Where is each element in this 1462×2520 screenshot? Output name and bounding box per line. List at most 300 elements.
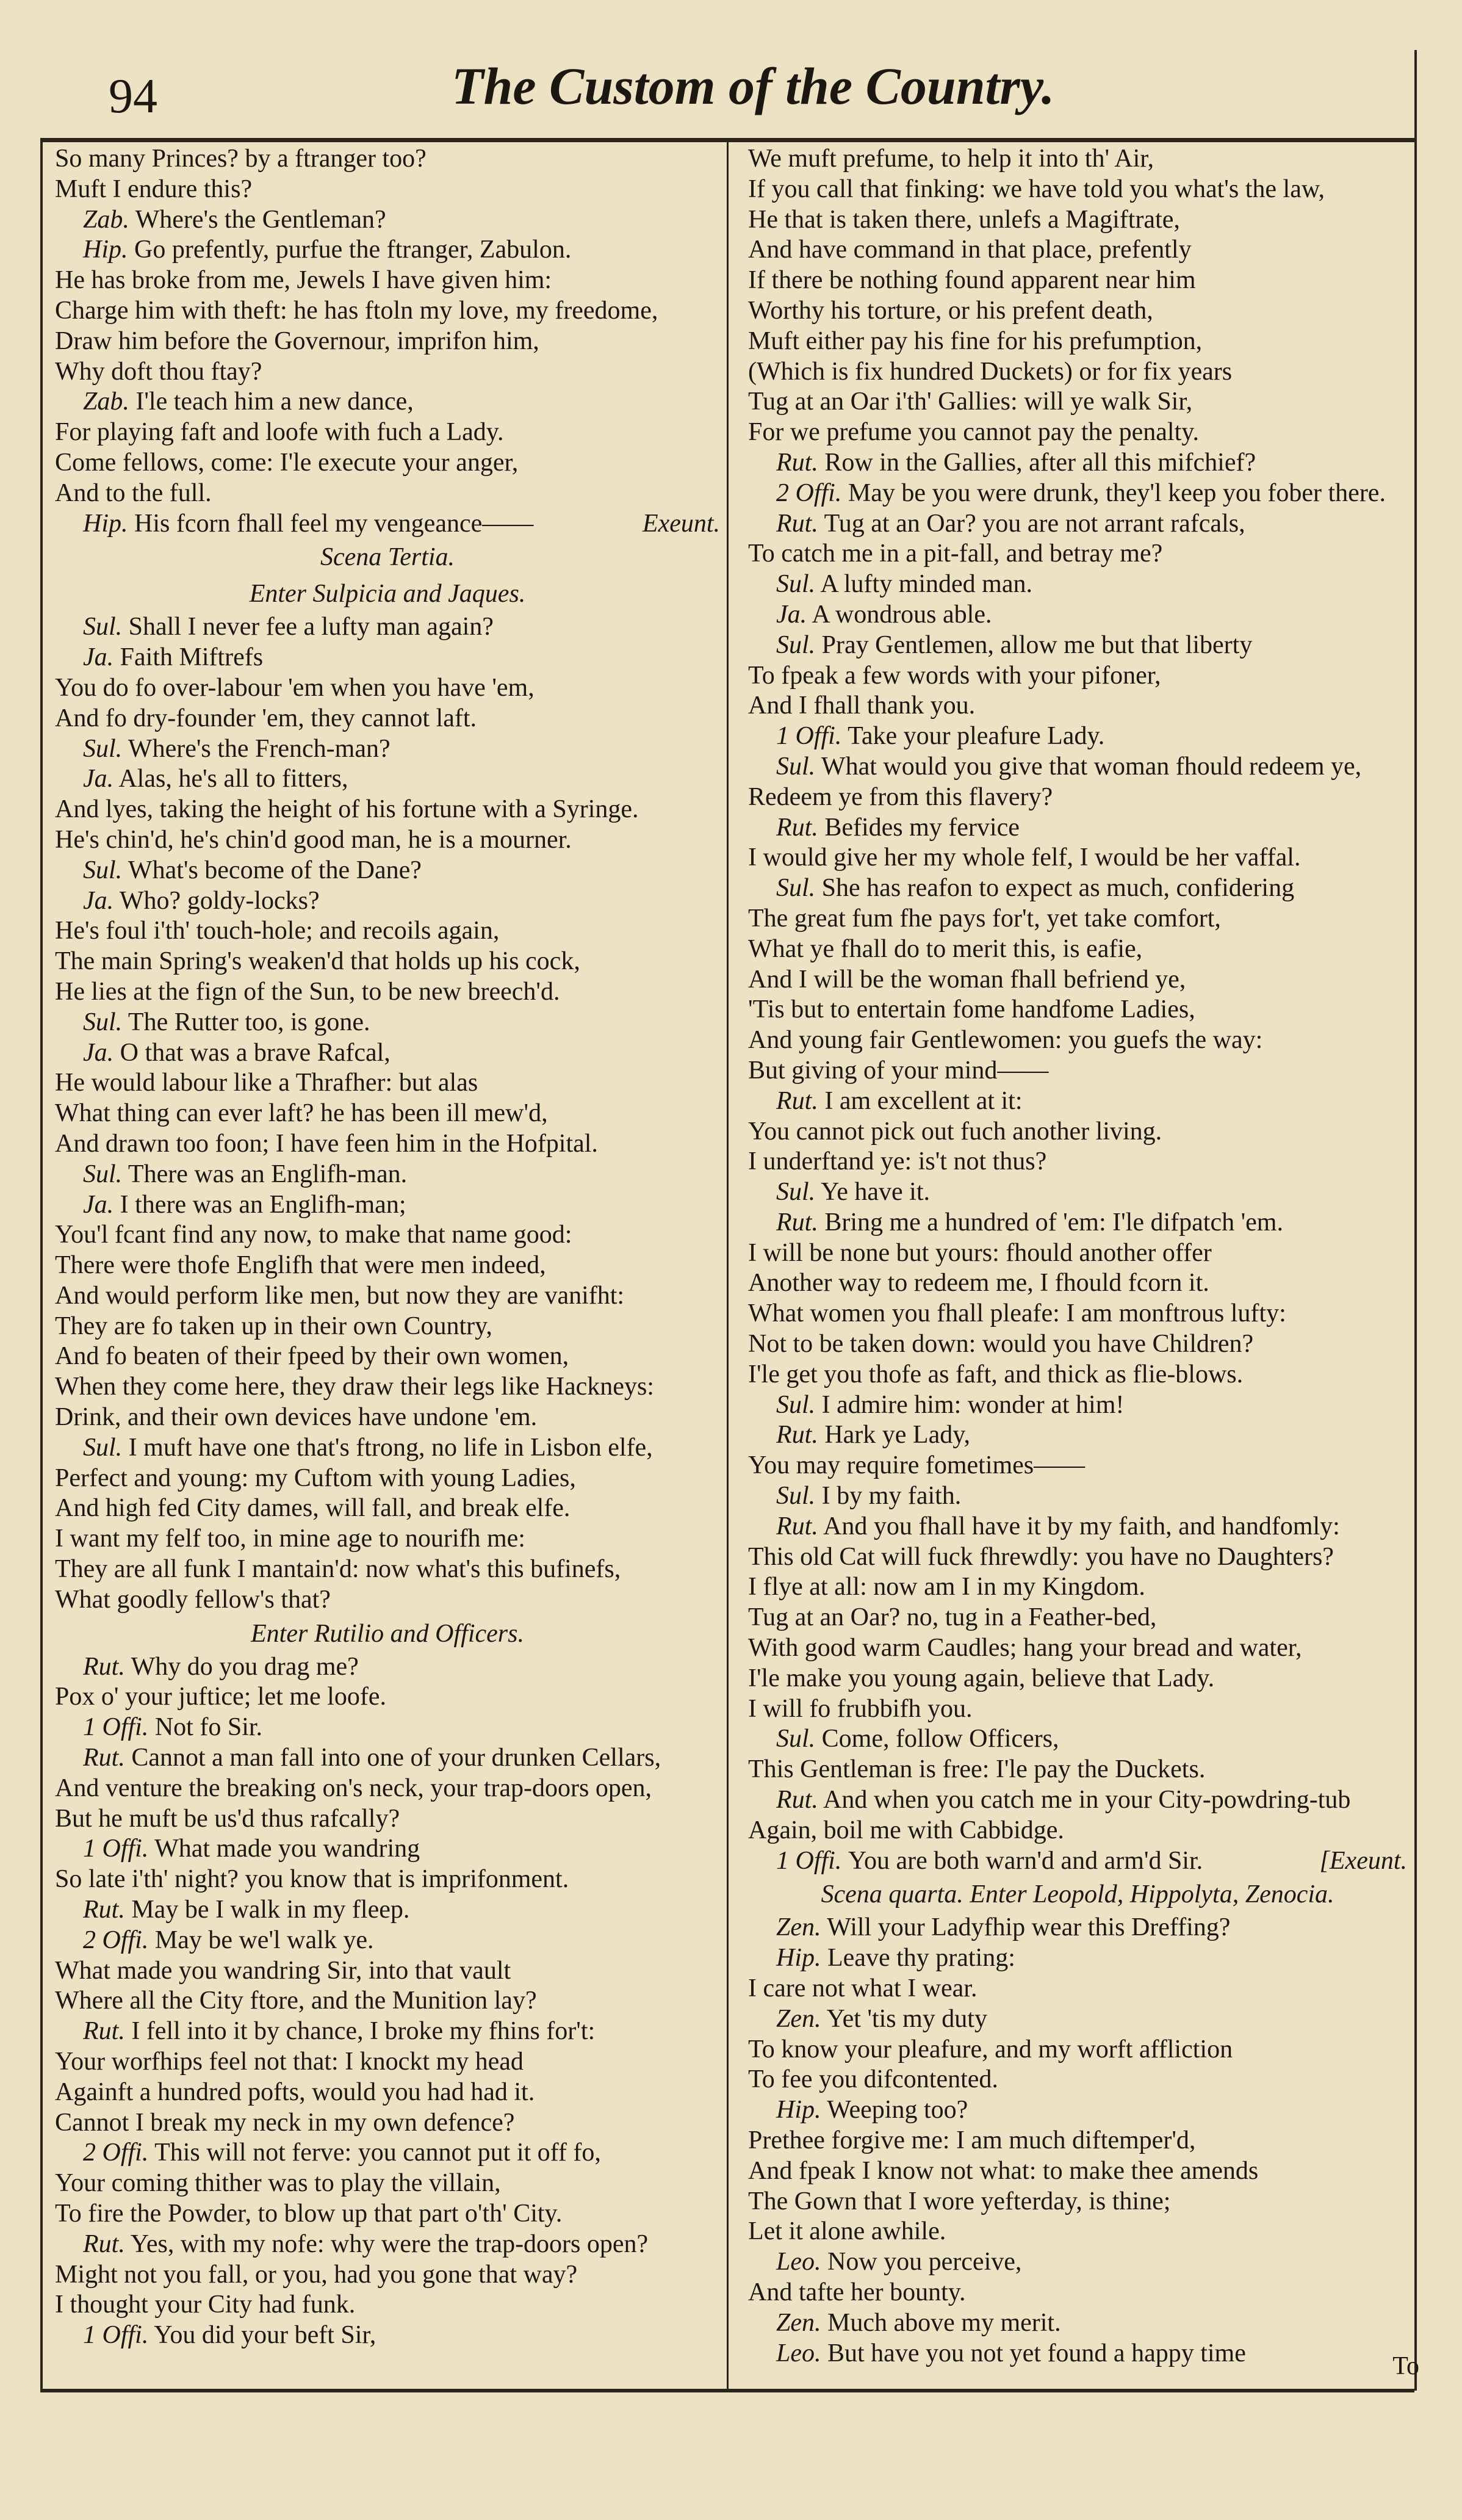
speech-line: [748, 2339, 1407, 2369]
line-text: He's foul i'th' touch-hole; and recoils again,: [55, 917, 500, 945]
line-text: Shall I never fee a lufty man again?: [128, 613, 494, 641]
line-text: Come, follow Officers,: [821, 1725, 1059, 1753]
line-text: The great fum fhe pays for't, yet take comfort,: [748, 904, 1221, 933]
line-text: So many Princes? by a ftranger too?: [55, 145, 427, 173]
verse-line: [55, 448, 720, 478]
line-text: He would labour like a Thrafher: but alas: [55, 1069, 478, 1097]
speaker-name: Ja.: [776, 600, 807, 629]
verse-line: [748, 1664, 1407, 1694]
speaker-name: Ja.: [83, 643, 114, 672]
line-text: You did your beft Sir,: [154, 2321, 376, 2350]
line-text: I care not what I wear.: [748, 1974, 978, 2003]
line-text: I'le make you young again, believe that Lady.: [748, 1664, 1215, 1692]
line-text: You are both warn'd and arm'd Sir.: [848, 1846, 1203, 1875]
line-text: Tug at an Oar? you are not arrant rafcals,: [824, 509, 1245, 538]
line-text: Yet 'tis my duty: [826, 2004, 987, 2033]
line-text: But have you not yet found a happy time: [827, 2339, 1246, 2367]
line-text: Now you perceive,: [827, 2248, 1022, 2276]
verse-line: [55, 417, 720, 448]
speaker-name: 2 Offi.: [83, 2139, 149, 2167]
speaker-name: Sul.: [776, 752, 816, 781]
speech-line: [55, 1926, 720, 1956]
speech-line: [55, 2138, 720, 2168]
line-text: Pray Gentlemen, allow me but that liberty: [821, 630, 1253, 659]
line-text: I want my felf too, in mine age to nourifh me:: [55, 1525, 525, 1553]
line-text: Hark ye Lady,: [824, 1421, 970, 1450]
line-text: For we prefume you cannot pay the penalty.: [748, 418, 1200, 447]
speech-line: [55, 856, 720, 886]
verse-line: [55, 1220, 720, 1251]
verse-line: [55, 2260, 720, 2291]
verse-line: [748, 1974, 1407, 2004]
verse-line: [748, 1572, 1407, 1603]
speech-line: [748, 1913, 1407, 1943]
line-text: And high fed City dames, will fall, and break elfe.: [55, 1494, 571, 1523]
line-text: And drawn too foon; I have feen him in the Hofpital.: [55, 1129, 598, 1158]
speech-line: [55, 205, 720, 236]
left-border-rule: [40, 138, 43, 2390]
line-text: I there was an Englifh-man;: [120, 1190, 406, 1219]
line-text: Tug at an Oar? no, tug in a Feather-bed,: [748, 1603, 1157, 1632]
line-text: Tug at an Oar i'th' Gallies: will ye walk Sir,: [748, 388, 1193, 416]
speech-line: [748, 1512, 1407, 1542]
line-text: O that was a brave Rafcal,: [120, 1038, 391, 1067]
verse-line: [55, 1129, 720, 1160]
verse-line: [55, 2047, 720, 2078]
line-text: Worthy his torture, or his prefent death,: [748, 296, 1153, 325]
verse-line: [55, 916, 720, 947]
line-text: The Gown that I wore yefterday, is thine;: [748, 2187, 1171, 2215]
speaker-name: Ja.: [83, 1190, 114, 1219]
speech-line: [748, 1943, 1407, 1974]
line-text: Will your Ladyfhip wear this Dreffing?: [827, 1913, 1231, 1942]
line-text: Charge him with theft: he has ftoln my love, my freedome,: [55, 296, 658, 325]
speaker-name: Hip.: [83, 509, 128, 538]
speaker-name: 1 Offi.: [83, 1835, 149, 1863]
verse-line: [748, 1633, 1407, 1664]
line-text: They are all funk I mantain'd: now what's this bufinefs,: [55, 1555, 621, 1584]
speaker-name: Hip.: [776, 2096, 821, 2125]
line-text: And venture the breaking on's neck, your trap-doors open,: [55, 1774, 652, 1802]
line-text: He lies at the fign of the Sun, to be new breech'd.: [55, 977, 560, 1006]
speech-line: [748, 1846, 1407, 1877]
verse-line: [55, 175, 720, 205]
line-text: Perfect and young: my Cuftom with young Ladies,: [55, 1464, 576, 1492]
speaker-name: Sul.: [83, 1433, 123, 1462]
line-text: Again, boil me with Cabbidge.: [748, 1816, 1064, 1844]
line-text: What made you wandring Sir, into that vault: [55, 1956, 511, 1985]
verse-line: [748, 235, 1407, 265]
speaker-name: Leo.: [776, 2339, 821, 2367]
verse-line: [748, 1329, 1407, 1360]
line-text: 'Tis but to entertain fome handfome Ladies,: [748, 995, 1195, 1024]
line-text: I by my faith.: [821, 1482, 962, 1511]
verse-line: [748, 2156, 1407, 2187]
line-text: You do fo over-labour 'em when you have 'em,: [55, 673, 535, 702]
verse-line: [748, 1238, 1407, 1269]
verse-line: [55, 2168, 720, 2199]
speaker-name: Rut.: [776, 1086, 818, 1115]
verse-line: [55, 977, 720, 1008]
speech-line: [55, 1433, 720, 1464]
verse-line: [748, 2126, 1407, 2156]
speaker-name: 1 Offi.: [83, 1713, 149, 1742]
line-text: And you fhall have it by my faith, and handfomly:: [823, 1512, 1340, 1540]
speech-line: [748, 2004, 1407, 2035]
verse-line: [748, 2217, 1407, 2247]
line-text: I underftand ye: is't not thus?: [748, 1147, 1047, 1176]
verse-line: [55, 2199, 720, 2229]
speaker-name: 2 Offi.: [83, 1926, 149, 1954]
speaker-name: Sul.: [83, 1160, 123, 1188]
verse-line: [55, 1774, 720, 1804]
line-text: And lyes, taking the height of his fortune with a Syringe.: [55, 795, 639, 824]
line-text: I will fo frubbifh you.: [748, 1694, 973, 1723]
speaker-name: Rut.: [776, 509, 818, 538]
verse-line: [55, 1099, 720, 1129]
line-text: Why doft thou ftay?: [55, 357, 262, 386]
verse-line: [55, 1464, 720, 1494]
speaker-name: Rut.: [776, 1512, 818, 1540]
speech-line: [55, 2229, 720, 2260]
speech-line: [55, 1743, 720, 1774]
verse-line: [748, 691, 1407, 721]
speech-line: [55, 612, 720, 643]
line-text: They are fo taken up in their own Country,: [55, 1312, 492, 1340]
line-text: This old Cat will fuck fhrewdly: you have no Daughters?: [748, 1542, 1334, 1571]
line-text: Take your pleafure Lady.: [848, 722, 1105, 751]
speech-line: [55, 1190, 720, 1221]
line-text: Why do you drag me?: [131, 1652, 359, 1681]
verse-line: [55, 825, 720, 856]
speech-line: [748, 630, 1407, 661]
line-text: Muft either pay his fine for his prefumption,: [748, 327, 1203, 355]
line-text: He's chin'd, he's chin'd good man, he is a mourner.: [55, 825, 572, 854]
speech-line: [55, 2320, 720, 2351]
verse-line: [748, 2065, 1407, 2095]
verse-line: [748, 995, 1407, 1025]
verse-line: [748, 1117, 1407, 1147]
line-text: Come fellows, come: I'le execute your anger,: [55, 448, 519, 477]
verse-line: [55, 1956, 720, 1987]
line-text: Row in the Gallies, after all this mifchief?: [824, 448, 1256, 477]
line-text: And fo beaten of their fpeed by their own women,: [55, 1342, 569, 1371]
verse-line: [55, 265, 720, 296]
verse-line: [55, 1341, 720, 1372]
stage-heading: Scena Tertia.: [320, 543, 455, 572]
verse-line: [55, 1493, 720, 1524]
speaker-name: Rut.: [776, 448, 818, 477]
line-text: But giving of your mind——: [748, 1056, 1049, 1085]
verse-line: [748, 2187, 1407, 2217]
verse-line: [748, 1299, 1407, 1329]
line-text: Faith Miftrefs: [120, 643, 264, 672]
speaker-name: Sul.: [776, 1725, 816, 1753]
verse-line: [55, 2078, 720, 2108]
speaker-name: 1 Offi.: [776, 722, 842, 751]
line-text: Againft a hundred pofts, would you had had it.: [55, 2078, 535, 2106]
line-text: Your coming thither was to play the villain,: [55, 2169, 501, 2198]
speech-line: [748, 1724, 1407, 1755]
line-text: And fo dry-founder 'em, they cannot laft.: [55, 704, 477, 732]
verse-line: [748, 417, 1407, 448]
line-text: And to the full.: [55, 478, 212, 507]
verse-line: [55, 1251, 720, 1281]
line-text: And I fhall thank you.: [748, 691, 976, 720]
verse-line: [55, 327, 720, 357]
line-text: Bring me a hundred of 'em: I'le difpatch 'em.: [824, 1208, 1283, 1237]
verse-line: [748, 1603, 1407, 1633]
line-text: He that is taken there, unlefs a Magiftrate,: [748, 205, 1180, 234]
verse-line: [55, 1682, 720, 1713]
speech-line: [55, 886, 720, 917]
speaker-name: Sul.: [776, 874, 816, 903]
verse-line: [748, 1694, 1407, 1725]
line-text: Prethee forgive me: I am much diftemper'd,: [748, 2126, 1196, 2154]
speech-line: [748, 509, 1407, 540]
verse-line: [55, 1524, 720, 1554]
line-text: Who? goldy-locks?: [119, 886, 320, 915]
speech-line: [748, 1390, 1407, 1421]
line-text: Another way to redeem me, I fhould fcorn it.: [748, 1269, 1209, 1298]
verse-line: [55, 1403, 720, 1433]
verse-line: [55, 1585, 720, 1616]
speaker-name: Sul.: [776, 1482, 816, 1511]
line-text: There were thofe Englifh that were men indeed,: [55, 1251, 546, 1280]
verse-line: [55, 947, 720, 977]
verse-line: [748, 934, 1407, 965]
speech-line: [748, 2247, 1407, 2278]
line-text: I'le teach him a new dance,: [135, 388, 414, 416]
line-text: This will not ferve: you cannot put it off fo,: [154, 2139, 601, 2167]
verse-line: [748, 387, 1407, 417]
line-text: A lufty minded man.: [820, 570, 1032, 599]
line-text: He has broke from me, Jewels I have given him:: [55, 266, 552, 295]
line-text: Much above my merit.: [827, 2308, 1061, 2337]
verse-line: [55, 2108, 720, 2139]
speaker-name: Zab.: [83, 388, 129, 416]
speaker-name: Sul.: [83, 613, 123, 641]
line-text: I fell into it by chance, I broke my fhins for't:: [131, 2017, 596, 2046]
verse-line: [748, 1755, 1407, 1785]
footer-rule: [40, 2389, 1414, 2392]
line-text: I flye at all: now am I in my Kingdom.: [748, 1573, 1145, 1601]
line-text: Muft I endure this?: [55, 175, 253, 203]
line-text: But he muft be us'd thus rafcally?: [55, 1804, 400, 1833]
right-border-rule: [1414, 50, 1417, 2391]
line-text: This Gentleman is free: I'le pay the Duckets.: [748, 1755, 1206, 1784]
line-text: Your worfhips feel not that: I knockt my head: [55, 2048, 524, 2076]
line-text: Redeem ye from this flavery?: [748, 782, 1053, 811]
line-text: The Rutter too, is gone.: [128, 1008, 370, 1036]
speaker-name: Leo.: [776, 2248, 821, 2276]
line-text: Cannot a man fall into one of your drunken Cellars,: [131, 1744, 661, 1772]
line-text: What's become of the Dane?: [128, 856, 422, 884]
speech-line: [748, 569, 1407, 600]
verse-line: [748, 965, 1407, 995]
line-text: Alas, he's all to fitters,: [118, 765, 348, 793]
speech-line: [55, 1038, 720, 1069]
line-text: I'le get you thofe as faft, and thick as flie-blows.: [748, 1360, 1244, 1388]
speech-line: [748, 873, 1407, 904]
verse-line: [748, 782, 1407, 813]
line-text: Go prefently, purfue the ftranger, Zabulon.: [134, 236, 572, 264]
speaker-name: Zen.: [776, 1913, 821, 1942]
line-text: And would perform like men, but now they are vanifht:: [55, 1281, 625, 1310]
right-text-column: [748, 144, 1407, 2369]
line-text: And fpeak I know not what: to make thee amends: [748, 2156, 1259, 2185]
line-text: There was an Englifh-man.: [128, 1160, 408, 1188]
speaker-name: Sul.: [83, 1008, 123, 1036]
speaker-name: Rut.: [776, 813, 818, 842]
catchword: To: [1392, 2352, 1419, 2380]
verse-line: [748, 1025, 1407, 1056]
line-text: I will be none but yours: fhould another offer: [748, 1238, 1212, 1267]
speaker-name: Zen.: [776, 2308, 821, 2337]
verse-line: [55, 296, 720, 327]
line-text: To know your pleafure, and my worft affliction: [748, 2035, 1233, 2063]
speaker-name: Rut.: [776, 1208, 818, 1237]
verse-line: [55, 1554, 720, 1585]
speech-line: [748, 1420, 1407, 1451]
verse-line: [748, 539, 1407, 569]
speech-line: [55, 1160, 720, 1190]
line-text: And when you catch me in your City-powdring-tub: [823, 1786, 1351, 1814]
speech-line: [55, 1008, 720, 1038]
speaker-name: 1 Offi.: [83, 2321, 149, 2350]
line-text: Pox o' your juftice; let me loofe.: [55, 1683, 386, 1711]
verse-line: [55, 1804, 720, 1835]
speech-line: [748, 2095, 1407, 2126]
speaker-name: Sul.: [83, 734, 123, 763]
speech-line: [748, 813, 1407, 843]
verse-line: [748, 661, 1407, 691]
verse-line: [55, 1312, 720, 1342]
line-text: His fcorn fhall feel my vengeance——: [134, 509, 534, 538]
line-text: May be you were drunk, they'l keep you fober there.: [848, 478, 1386, 507]
speech-line: [55, 235, 720, 265]
speech-line: [55, 1895, 720, 1926]
line-text: A wondrous able.: [812, 600, 992, 629]
speaker-name: Sul.: [776, 1390, 816, 1419]
line-text: What ye fhall do to merit this, is eafie,: [748, 934, 1143, 963]
verse-line: [55, 2290, 720, 2320]
running-title: The Custom of the Country.: [452, 57, 1055, 115]
line-text: I would give her my whole felf, I would be her vaffal.: [748, 843, 1301, 872]
line-text: Let it alone awhile.: [748, 2217, 946, 2246]
verse-line: [748, 265, 1407, 296]
line-text: Befides my fervice: [824, 813, 1020, 842]
page-number: 94: [109, 70, 157, 123]
verse-line: [55, 1281, 720, 1312]
speech-line: [748, 1481, 1407, 1512]
speech-line: [55, 2016, 720, 2047]
speaker-name: Ja.: [83, 765, 114, 793]
verse-line: [55, 478, 720, 509]
speaker-name: Sul.: [776, 570, 816, 599]
line-text: To fee you difcontented.: [748, 2065, 998, 2094]
speaker-name: Ja.: [83, 886, 114, 915]
speech-line: [748, 752, 1407, 782]
verse-line: [748, 1147, 1407, 1177]
line-text: What made you wandring: [154, 1835, 420, 1863]
speaker-name: Sul.: [776, 630, 816, 659]
speaker-name: Rut.: [776, 1786, 818, 1814]
line-text: May be I walk in my fleep.: [131, 1896, 410, 1924]
verse-line: [748, 1056, 1407, 1086]
stage-heading: Enter Rutilio and Officers.: [251, 1619, 524, 1648]
verse-line: [55, 1986, 720, 2016]
line-text: You'l fcant find any now, to make that name good:: [55, 1221, 572, 1249]
line-text: She has reafon to expect as much, confidering: [821, 874, 1295, 903]
line-text: Might not you fall, or you, had you gone that way?: [55, 2260, 578, 2289]
line-text: May be we'l walk ye.: [154, 1926, 374, 1954]
line-text: I am excellent at it:: [824, 1086, 1023, 1115]
speech-line: [748, 600, 1407, 630]
speaker-name: Rut.: [83, 2229, 125, 2258]
speaker-name: 1 Offi.: [776, 1846, 842, 1875]
stage-heading: Enter Sulpicia and Jaques.: [249, 580, 526, 608]
line-text: What goodly fellow's that?: [55, 1585, 331, 1614]
verse-line: [748, 1542, 1407, 1573]
line-text: And young fair Gentlewomen: you guefs the way:: [748, 1026, 1263, 1055]
verse-line: [55, 673, 720, 704]
verse-line: [748, 205, 1407, 236]
column-divider: [727, 138, 729, 2390]
speaker-name: Rut.: [776, 1421, 818, 1450]
speaker-name: 2 Offi.: [776, 478, 842, 507]
speech-line: [748, 448, 1407, 478]
speaker-name: Sul.: [776, 1178, 816, 1207]
verse-line: [748, 296, 1407, 327]
verse-line: [748, 144, 1407, 175]
speech-line: [748, 721, 1407, 752]
line-text: Not to be taken down: would you have Children?: [748, 1330, 1254, 1359]
line-text: To catch me in a pit-fall, and betray me?: [748, 540, 1163, 568]
speaker-name: Rut.: [83, 2017, 125, 2046]
line-text: To fire the Powder, to blow up that part o'th' City.: [55, 2200, 563, 2228]
line-text: Where's the Gentleman?: [135, 205, 386, 234]
line-text: And tafte her bounty.: [748, 2278, 966, 2306]
verse-line: [748, 175, 1407, 205]
speaker-name: Hip.: [83, 236, 128, 264]
line-text: What would you give that woman fhould redeem ye,: [821, 752, 1362, 781]
verse-line: [55, 795, 720, 825]
speaker-name: Hip.: [776, 1944, 821, 1973]
line-text: And I will be the woman fhall befriend ye,: [748, 965, 1186, 994]
stage-heading: Scena quarta. Enter Leopold, Hippolyta, Zenocia.: [821, 1880, 1334, 1909]
line-text: Draw him before the Governour, imprifon him,: [55, 327, 539, 355]
line-text: Where all the City ftore, and the Munition lay?: [55, 1987, 537, 2015]
speech-line: [55, 764, 720, 795]
line-text: Yes, with my nofe: why were the trap-doors open?: [130, 2229, 649, 2258]
verse-line: [55, 357, 720, 388]
speaker-name: Rut.: [83, 1896, 125, 1924]
verse-line: [748, 2035, 1407, 2065]
verse-line: [55, 144, 720, 175]
speaker-name: Zab.: [83, 205, 129, 234]
line-text: The main Spring's weaken'd that holds up his cock,: [55, 947, 580, 976]
speech-line: [748, 1208, 1407, 1238]
line-text: (Which is fix hundred Duckets) or for fix years: [748, 357, 1233, 386]
line-text: Not fo Sir.: [154, 1713, 263, 1742]
verse-line: [748, 904, 1407, 934]
stage-direction-exit: Exeunt.: [642, 509, 720, 538]
verse-line: [748, 1816, 1407, 1846]
line-text: I admire him: wonder at him!: [821, 1390, 1125, 1419]
speech-line: [55, 387, 720, 417]
line-text: You cannot pick out fuch another living.: [748, 1117, 1162, 1146]
